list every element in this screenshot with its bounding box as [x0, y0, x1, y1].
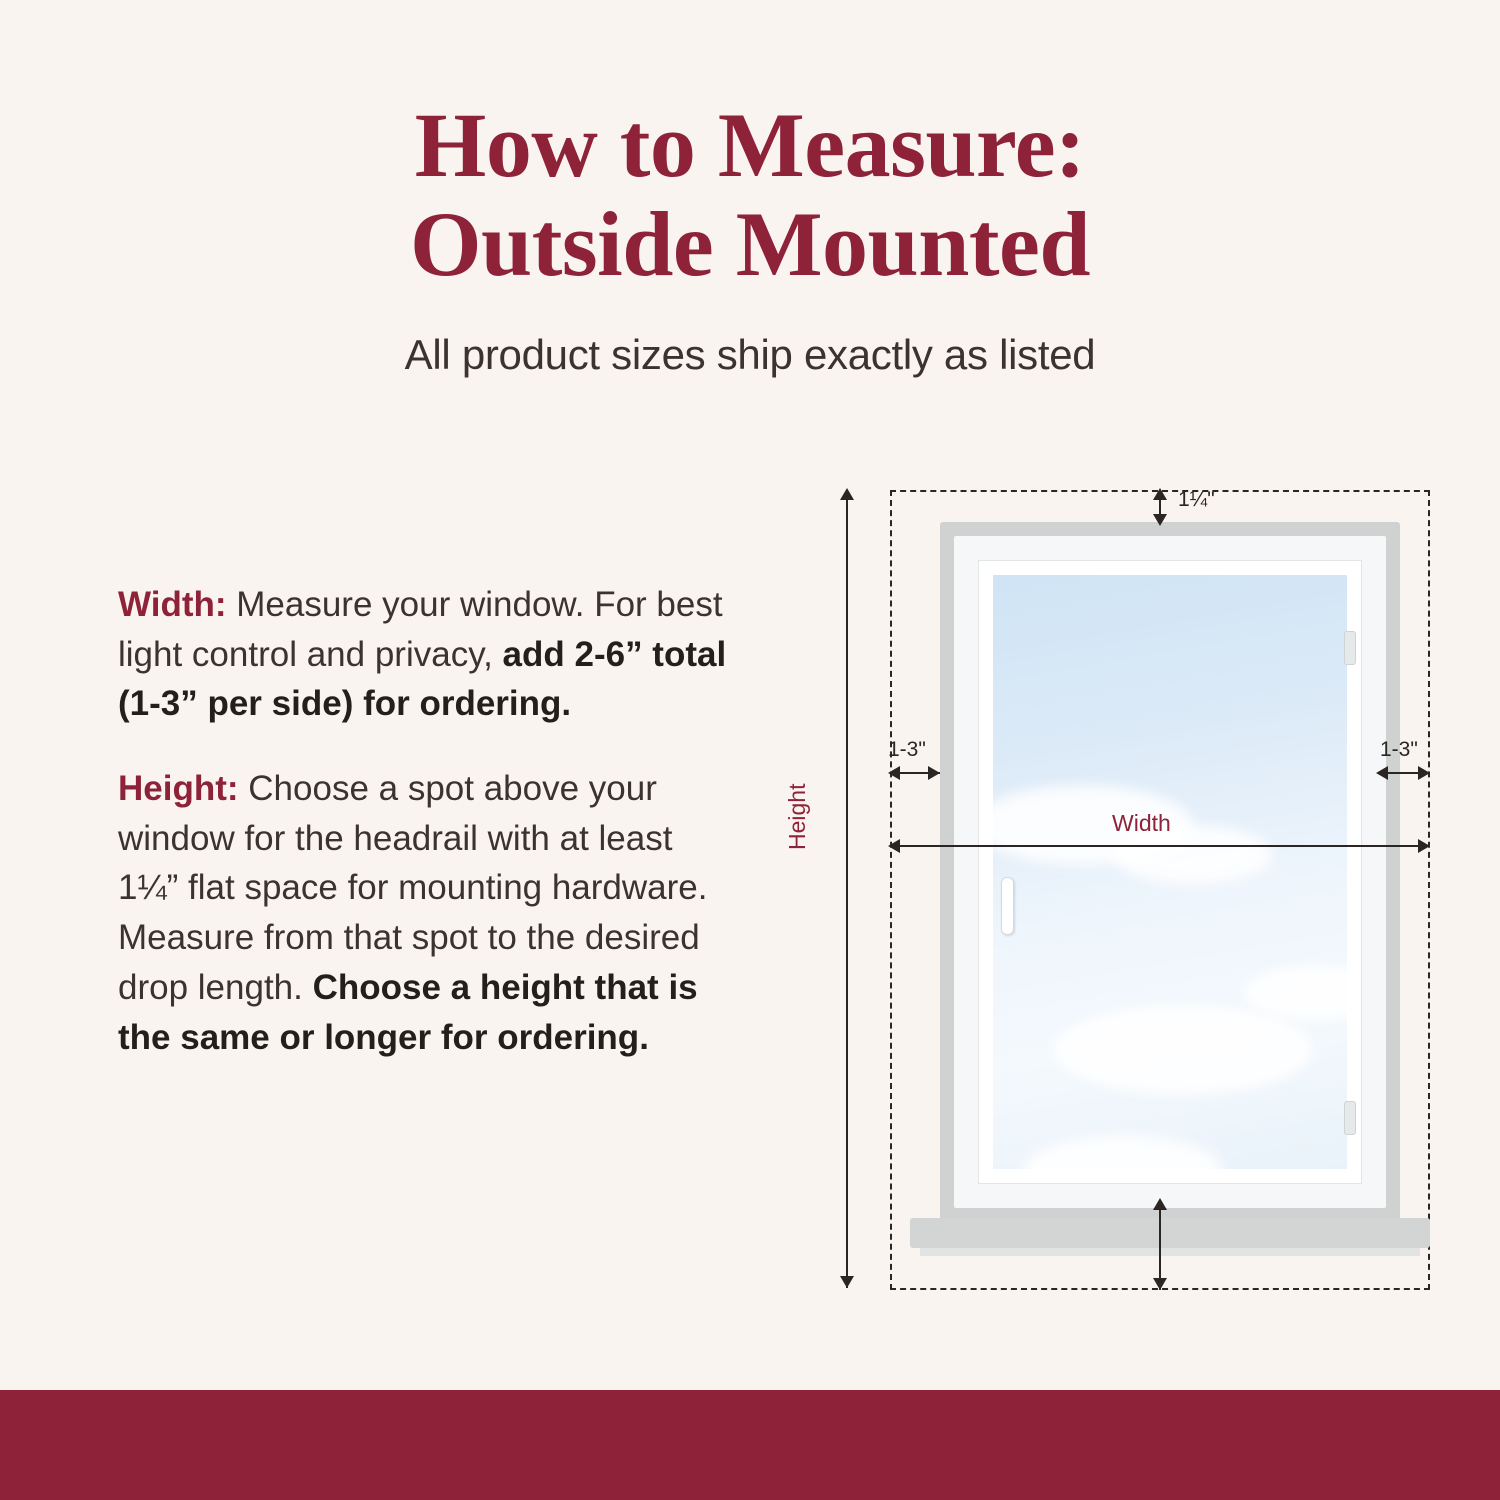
- page-header: [0, 0, 1500, 379]
- width-arrow-line: [892, 845, 1428, 847]
- height-label: Height: [784, 783, 810, 850]
- window-sill-shadow: [920, 1248, 1420, 1256]
- left-clearance-label: 1-3": [888, 738, 926, 761]
- bottom-drop-arrowhead-up: [1153, 1198, 1167, 1210]
- bottom-drop-arrowhead-down: [1153, 1278, 1167, 1290]
- top-clearance-label: 1¼": [1178, 488, 1215, 511]
- cloud-shape: [1023, 1135, 1223, 1169]
- height-instruction: [118, 764, 738, 1062]
- width-instruction: [118, 580, 738, 729]
- height-instruction-bold: Choose a height that is the same or longer for ordering.: [118, 967, 698, 1057]
- height-instruction-lead: Height:: [118, 769, 239, 809]
- top-clearance-arrowhead-up: [1153, 488, 1167, 500]
- height-instruction-text: Choose a spot above your window for the headrail with at least 1¼” flat space for mounting hardware. Measure from that spot to the desired drop length.: [118, 769, 708, 1007]
- window-sash: [978, 560, 1362, 1184]
- instructions-column: [118, 545, 738, 1092]
- window-frame: [940, 522, 1400, 1222]
- left-clearance-arrowhead-left: [888, 766, 900, 780]
- cloud-shape: [1053, 1005, 1313, 1095]
- page-title-line-2: Outside Mounted: [409, 193, 1091, 296]
- page-title-line-1: How to Measure:: [414, 94, 1086, 196]
- right-clearance-label: 1-3": [1380, 738, 1418, 761]
- width-instruction-text: Measure your window. For best light control and privacy,: [118, 585, 723, 674]
- bottom-drop-arrow-line: [1159, 1202, 1161, 1290]
- top-clearance-arrowhead-down: [1153, 514, 1167, 526]
- width-instruction-bold: add 2-6” total (1-3” per side) for ordering.: [118, 634, 727, 724]
- height-arrowhead-up: [840, 488, 854, 500]
- width-label: Width: [1112, 810, 1171, 836]
- window-glass: [993, 575, 1347, 1169]
- height-arrow-line: [846, 492, 848, 1288]
- window-hinge-icon: [1344, 631, 1356, 665]
- content-area: [0, 470, 1500, 1370]
- width-instruction-lead: Width:: [118, 585, 227, 624]
- measurement-diagram: [784, 470, 1450, 1310]
- page-title: [150, 96, 1350, 295]
- window-handle-icon: [1001, 877, 1014, 935]
- width-arrowhead-right: [1418, 839, 1430, 853]
- footer-brand-bar: [0, 1390, 1500, 1500]
- right-clearance-arrowhead-left: [1376, 766, 1388, 780]
- width-arrowhead-left: [888, 839, 900, 853]
- page-subtitle: All product sizes ship exactly as listed: [404, 330, 1096, 378]
- right-clearance-arrowhead-right: [1418, 766, 1430, 780]
- window-sill: [910, 1218, 1430, 1248]
- left-clearance-arrowhead-right: [928, 766, 940, 780]
- height-arrowhead-down: [840, 1276, 854, 1288]
- window-inner-frame: [954, 536, 1386, 1208]
- cloud-shape: [1243, 965, 1347, 1020]
- window-hinge-icon: [1344, 1101, 1356, 1135]
